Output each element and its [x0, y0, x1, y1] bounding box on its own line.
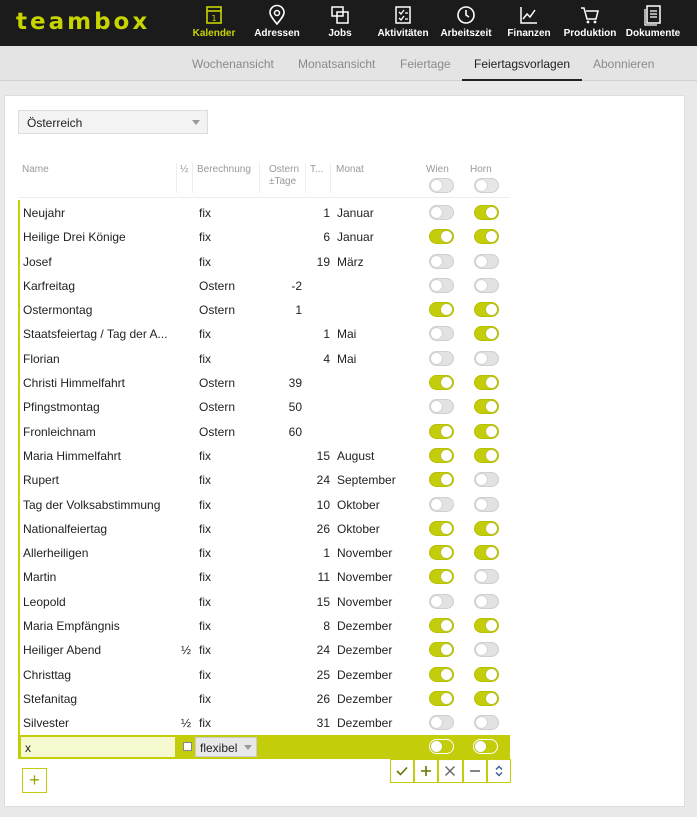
col-header-month[interactable]: Monat — [336, 164, 364, 175]
toggle-horn[interactable] — [474, 691, 499, 706]
column-divider — [192, 163, 193, 193]
holiday-name: Nationalfeiertag — [23, 521, 108, 536]
month: Oktober — [337, 497, 380, 512]
toggle-wien[interactable] — [429, 715, 454, 730]
calculation: Ostern — [199, 400, 236, 415]
month: November — [337, 570, 393, 585]
tab-feiertage[interactable]: Feiertage — [400, 57, 451, 71]
toggle-horn[interactable] — [474, 399, 499, 414]
toggle-horn[interactable] — [474, 521, 499, 536]
document-icon — [642, 4, 664, 26]
toggle-wien[interactable] — [429, 424, 454, 439]
tab-abonnieren[interactable]: Abonnieren — [593, 57, 655, 71]
table-row[interactable] — [18, 467, 510, 491]
col-header-wien[interactable]: Wien — [426, 164, 449, 175]
day: 25 — [316, 667, 330, 682]
activity-checklist-icon — [392, 4, 414, 26]
holiday-name: Stefanitag — [23, 691, 78, 706]
country-select-value: Österreich — [27, 116, 83, 130]
toggle-wien[interactable] — [429, 497, 454, 512]
table-row[interactable] — [18, 637, 510, 661]
plus-icon — [420, 765, 432, 777]
toggle-horn[interactable] — [474, 594, 499, 609]
svg-text:1: 1 — [211, 14, 217, 23]
calculation: fix — [199, 206, 211, 220]
day: 26 — [316, 521, 330, 536]
month: August — [337, 448, 375, 463]
jobs-icon — [329, 4, 351, 26]
toggle-wien[interactable] — [429, 278, 454, 293]
col-header-half[interactable]: ½ — [180, 164, 189, 175]
holiday-name: Fronleichnam — [23, 424, 96, 439]
month: Mai — [337, 327, 357, 342]
table-row[interactable] — [18, 346, 510, 370]
half-day-marker: ½ — [181, 716, 192, 731]
nav-kalender[interactable] — [183, 4, 245, 44]
toggle-horn[interactable] — [474, 229, 499, 244]
toggle-horn[interactable] — [474, 497, 499, 512]
toggle-wien[interactable] — [429, 667, 454, 682]
table-row[interactable] — [18, 662, 510, 686]
month: Mai — [337, 351, 357, 366]
tab-feiertagsvorlagen[interactable]: Feiertagsvorlagen — [474, 57, 571, 71]
nav-jobs[interactable] — [309, 4, 371, 44]
add-row-button[interactable] — [414, 759, 438, 783]
calculation: fix — [199, 619, 211, 634]
column-divider — [305, 163, 306, 193]
calculation: fix — [199, 254, 211, 269]
nav-label: Dokumente — [625, 28, 681, 39]
table-row[interactable] — [18, 613, 510, 637]
holiday-name: Ostermontag — [23, 303, 93, 318]
table-row[interactable] — [18, 419, 510, 443]
table-row[interactable] — [18, 297, 510, 321]
table-row[interactable] — [18, 394, 510, 418]
toggle-wien[interactable] — [429, 375, 454, 390]
minus-icon — [469, 765, 481, 777]
table-row[interactable] — [18, 224, 510, 248]
teambox-logo[interactable]: teambox — [16, 9, 151, 35]
check-icon — [396, 765, 408, 777]
nav-dokumente[interactable] — [622, 4, 684, 44]
table-row[interactable] — [18, 492, 510, 516]
calculation: Ostern — [199, 278, 236, 293]
table-row[interactable] — [18, 321, 510, 345]
toggle-horn[interactable] — [474, 618, 499, 633]
calculation: fix — [199, 497, 211, 512]
reorder-button[interactable] — [487, 759, 511, 783]
tab-monatsansicht[interactable]: Monatsansicht — [298, 57, 376, 71]
nav-label: Finanzen — [507, 28, 551, 39]
toggle-wien[interactable] — [429, 691, 454, 706]
toggle-horn[interactable] — [474, 278, 499, 293]
holiday-name: Florian — [23, 351, 60, 366]
month: Dezember — [337, 667, 393, 682]
toggle-wien[interactable] — [429, 448, 454, 463]
holiday-name: Silvester — [23, 716, 70, 731]
toggle-all-wien[interactable] — [429, 178, 454, 193]
cancel-button[interactable] — [438, 759, 462, 783]
edit-actions — [390, 759, 511, 783]
toggle-all-horn[interactable] — [474, 178, 499, 193]
toggle-horn[interactable] — [474, 205, 499, 220]
chart-line-icon — [518, 4, 540, 26]
toggle-wien[interactable] — [429, 545, 454, 560]
toggle-wien[interactable] — [429, 399, 454, 414]
day: 6 — [323, 230, 330, 245]
header-divider — [18, 197, 510, 198]
col-header-day[interactable]: T... — [310, 164, 324, 175]
calendar-icon — [203, 4, 225, 26]
toggle-wien[interactable] — [429, 472, 454, 487]
month: Dezember — [337, 643, 393, 658]
easter-offset: 60 — [288, 424, 302, 439]
day: 15 — [316, 594, 330, 609]
holiday-name: Rupert — [23, 473, 60, 488]
holiday-name: Allerheiligen — [23, 546, 89, 561]
nav-produktion[interactable] — [559, 4, 621, 44]
half-day-checkbox[interactable] — [183, 742, 192, 751]
holiday-name: Leopold — [23, 594, 66, 609]
clock-icon — [455, 4, 477, 26]
remove-button[interactable] — [463, 759, 487, 783]
table-row[interactable] — [18, 540, 510, 564]
day: 1 — [323, 206, 330, 220]
table-row[interactable] — [18, 200, 510, 224]
holiday-name: Tag der Volksabstimmung — [23, 497, 161, 512]
day: 19 — [316, 254, 330, 269]
calculation: fix — [199, 448, 211, 463]
x-icon — [444, 765, 456, 777]
day: 1 — [323, 546, 330, 561]
calculation: fix — [199, 230, 211, 245]
holiday-name: Heiliger Abend — [23, 643, 102, 658]
country-select[interactable] — [18, 110, 208, 134]
table-row[interactable] — [18, 589, 510, 613]
easter-offset: 39 — [288, 376, 302, 391]
column-divider — [330, 163, 331, 193]
col-header-easter-line2: ±Tage — [269, 176, 297, 187]
toggle-horn[interactable] — [474, 424, 499, 439]
toggle-horn[interactable] — [474, 472, 499, 487]
toggle-horn[interactable] — [474, 642, 499, 657]
calculation: fix — [199, 570, 211, 585]
edit-toggle-wien[interactable] — [429, 739, 454, 754]
calculation: Ostern — [199, 424, 236, 439]
toggle-horn[interactable] — [474, 569, 499, 584]
tab-wochenansicht[interactable]: Wochenansicht — [192, 57, 274, 71]
table-row[interactable] — [18, 249, 510, 273]
calculation: fix — [199, 691, 211, 706]
nav-finanzen[interactable] — [498, 4, 560, 44]
calculation: fix — [199, 594, 211, 609]
nav-label: Jobs — [328, 28, 352, 39]
day: 10 — [316, 497, 330, 512]
nav-label: Kalender — [192, 28, 236, 39]
toggle-horn[interactable] — [474, 254, 499, 269]
calc-select[interactable] — [195, 737, 257, 757]
toggle-wien[interactable] — [429, 205, 454, 220]
edit-toggle-horn[interactable] — [473, 739, 498, 754]
holiday-name: Christtag — [23, 667, 72, 682]
nav-label: Aktivitäten — [377, 28, 429, 39]
day: 11 — [317, 570, 330, 585]
month: September — [337, 473, 396, 488]
calculation: fix — [199, 327, 211, 342]
toggle-wien[interactable] — [429, 521, 454, 536]
easter-offset: 50 — [288, 400, 302, 415]
month: Dezember — [337, 691, 393, 706]
col-header-easter-line1: Ostern — [269, 164, 300, 175]
col-header-calc[interactable]: Berechnung — [197, 164, 251, 175]
holiday-name: Staatsfeiertag / Tag der A... — [23, 327, 168, 342]
toggle-wien[interactable] — [429, 302, 454, 317]
calc-select-value: flexibel — [200, 741, 238, 755]
calculation: Ostern — [199, 376, 236, 391]
month: Oktober — [337, 521, 380, 536]
month: Dezember — [337, 716, 393, 731]
half-day-marker: ½ — [181, 643, 192, 658]
holiday-name: Christi Himmelfahrt — [23, 376, 126, 391]
chevron-down-icon — [192, 120, 200, 125]
nav-label: Arbeitszeit — [440, 28, 492, 39]
month: Dezember — [337, 619, 393, 634]
month: November — [337, 594, 393, 609]
column-divider — [259, 163, 260, 193]
calculation: fix — [199, 521, 211, 536]
toggle-wien[interactable] — [429, 229, 454, 244]
toggle-horn[interactable] — [474, 326, 499, 341]
map-pin-icon — [266, 4, 288, 26]
chevron-down-icon — [244, 745, 252, 750]
toggle-wien[interactable] — [429, 569, 454, 584]
confirm-button[interactable] — [390, 759, 414, 783]
nav-arbeitszeit[interactable] — [435, 4, 497, 44]
month: Januar — [337, 230, 374, 245]
nav-aktivit-ten[interactable] — [372, 4, 434, 44]
calculation: Ostern — [199, 303, 236, 318]
col-header-horn[interactable]: Horn — [470, 164, 492, 175]
month: Januar — [337, 206, 374, 220]
toggle-wien[interactable] — [429, 351, 454, 366]
calculation: fix — [199, 643, 211, 658]
day: 26 — [316, 691, 330, 706]
holiday-name: Josef — [23, 254, 52, 269]
col-header-easter[interactable] — [269, 164, 299, 188]
table-row[interactable] — [18, 564, 510, 588]
toggle-wien[interactable] — [429, 642, 454, 657]
holiday-table — [18, 200, 510, 735]
day: 24 — [316, 473, 330, 488]
day: 31 — [316, 716, 330, 731]
day: 1 — [323, 327, 330, 342]
nav-label: Produktion — [563, 28, 617, 39]
toggle-wien[interactable] — [429, 326, 454, 341]
top-navigation-bar — [0, 0, 697, 46]
holiday-name-input[interactable]: x — [20, 736, 176, 758]
add-holiday-button[interactable]: + — [22, 768, 47, 793]
day: 8 — [323, 619, 330, 634]
easter-offset: 1 — [295, 303, 302, 318]
month: November — [337, 546, 393, 561]
sort-arrows-icon — [493, 765, 505, 777]
holiday-name: Maria Himmelfahrt — [23, 448, 122, 463]
nav-label: Adressen — [254, 28, 300, 39]
holiday-name: Pfingstmontag — [23, 400, 100, 415]
toggle-horn[interactable] — [474, 667, 499, 682]
table-row[interactable] — [18, 370, 510, 394]
column-divider — [176, 163, 177, 193]
holiday-name: Martin — [23, 570, 57, 585]
toggle-horn[interactable] — [474, 448, 499, 463]
sub-tab-bar — [0, 46, 697, 81]
col-header-name[interactable]: Name — [22, 164, 49, 175]
table-row[interactable] — [18, 710, 510, 734]
holiday-name: Heilige Drei Könige — [23, 230, 126, 245]
active-tab-underline — [462, 79, 582, 81]
calculation: fix — [199, 546, 211, 561]
edit-row — [18, 735, 510, 759]
holiday-name: Neujahr — [23, 206, 66, 220]
calculation: fix — [199, 667, 211, 682]
table-row[interactable] — [18, 443, 510, 467]
calculation: fix — [199, 473, 211, 488]
toggle-horn[interactable] — [474, 715, 499, 730]
day: 15 — [316, 448, 330, 463]
easter-offset: -2 — [291, 278, 302, 293]
toggle-wien[interactable] — [429, 618, 454, 633]
toggle-horn[interactable] — [474, 545, 499, 560]
toggle-wien[interactable] — [429, 594, 454, 609]
holiday-name: Karfreitag — [23, 278, 76, 293]
toggle-wien[interactable] — [429, 254, 454, 269]
toggle-horn[interactable] — [474, 375, 499, 390]
day: 24 — [316, 643, 330, 658]
nav-adressen[interactable] — [246, 4, 308, 44]
table-row[interactable] — [18, 273, 510, 297]
calculation: fix — [199, 351, 211, 366]
calculation: fix — [199, 716, 211, 731]
table-row[interactable] — [18, 516, 510, 540]
holiday-name: Maria Empfängnis — [23, 619, 120, 634]
day: 4 — [323, 351, 330, 366]
toggle-horn[interactable] — [474, 302, 499, 317]
cart-icon — [579, 4, 601, 26]
table-row[interactable] — [18, 686, 510, 710]
month: März — [337, 254, 364, 269]
toggle-horn[interactable] — [474, 351, 499, 366]
